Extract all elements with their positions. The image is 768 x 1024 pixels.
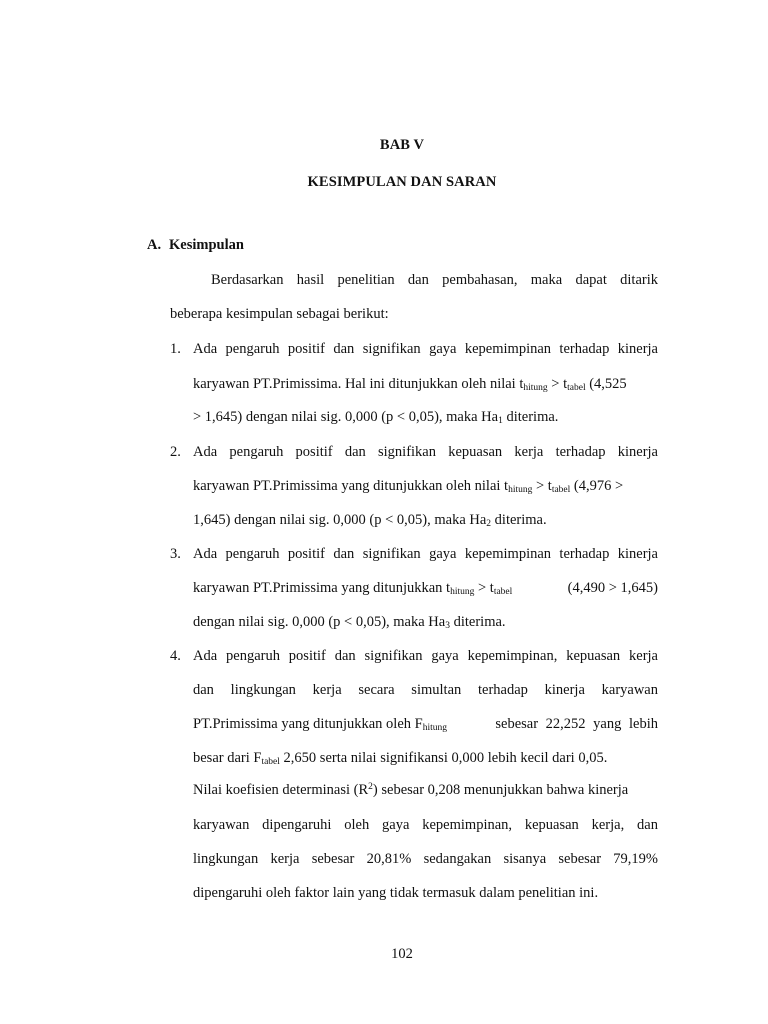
list-item-number: 2. xyxy=(170,444,181,460)
intro-line-2: beberapa kesimpulan sebagai berikut: xyxy=(170,306,389,322)
list-item-line: PT.Primissima yang ditunjukkan oleh $F_{hitung}$ sebesar 22,252 yang lebih xyxy=(193,716,658,733)
list-item-line: Ada pengaruh positif dan signifikan gaya kepemimpinan terhadap kinerja xyxy=(193,341,658,357)
list-item-line: lingkungan kerja sebesar 20,81% sedangakan sisanya sebesar 79,19% xyxy=(193,851,658,867)
list-item-line: karyawan PT.Primissima yang ditunjukkan oleh nilai $t_{hitung} > t_{tabel}$ (4,976 > xyxy=(193,478,624,495)
page-number: 102 xyxy=(391,946,413,962)
list-item-line: karyawan PT.Primissima. Hal ini ditunjukkan oleh nilai $t_{hitung} > t_{tabel}$ (4,525 xyxy=(193,376,627,393)
list-item-line: karyawan PT.Primissima yang ditunjukkan $t_{hitung} > t_{tabel}$ (4,490 > 1,645) xyxy=(193,580,658,597)
list-item-line: Ada pengaruh positif dan signifikan gaya kepemimpinan, kepuasan kerja xyxy=(193,648,658,664)
list-item-line: Ada pengaruh positif dan signifikan kepuasan kerja terhadap kinerja xyxy=(193,444,658,460)
intro-line-1: Berdasarkan hasil penelitian dan pembahasan, maka dapat ditarik xyxy=(211,272,658,288)
list-item-line: Ada pengaruh positif dan signifikan gaya kepemimpinan terhadap kinerja xyxy=(193,546,658,562)
list-item-line: > 1,645) dengan nilai sig. 0,000 (p < 0,05), maka $Ha_1$ diterima. xyxy=(193,409,559,426)
list-item-line: dengan nilai sig. 0,000 (p < 0,05), maka $Ha_3$ diterima. xyxy=(193,614,506,631)
list-item-line: dan lingkungan kerja secara simultan terhadap kinerja karyawan xyxy=(193,682,658,698)
chapter-heading: BAB V xyxy=(379,137,425,153)
chapter-title: KESIMPULAN DAN SARAN xyxy=(307,174,497,190)
list-item-line: Nilai koefisien determinasi $(R^2)$ sebesar 0,208 menunjukkan bahwa kinerja xyxy=(193,782,629,798)
list-item-line: besar dari $F_{tabel}$ 2,650 serta nilai signifikansi 0,000 lebih kecil dari 0,05. xyxy=(193,750,608,767)
list-item-number: 3. xyxy=(170,546,181,562)
section-letter: A. xyxy=(147,237,162,253)
list-item-line: karyawan dipengaruhi oleh gaya kepemimpinan, kepuasan kerja, dan xyxy=(193,817,658,833)
section-heading xyxy=(147,237,244,254)
list-item-line: 1,645) dengan nilai sig. 0,000 (p < 0,05), maka $Ha_2$ diterima. xyxy=(193,512,547,529)
section-label: Kesimpulan xyxy=(169,237,244,253)
list-item-number: 1. xyxy=(170,341,181,357)
list-item-line: dipengaruhi oleh faktor lain yang tidak termasuk dalam penelitian ini. xyxy=(193,885,599,901)
list-item-number: 4. xyxy=(170,648,181,664)
